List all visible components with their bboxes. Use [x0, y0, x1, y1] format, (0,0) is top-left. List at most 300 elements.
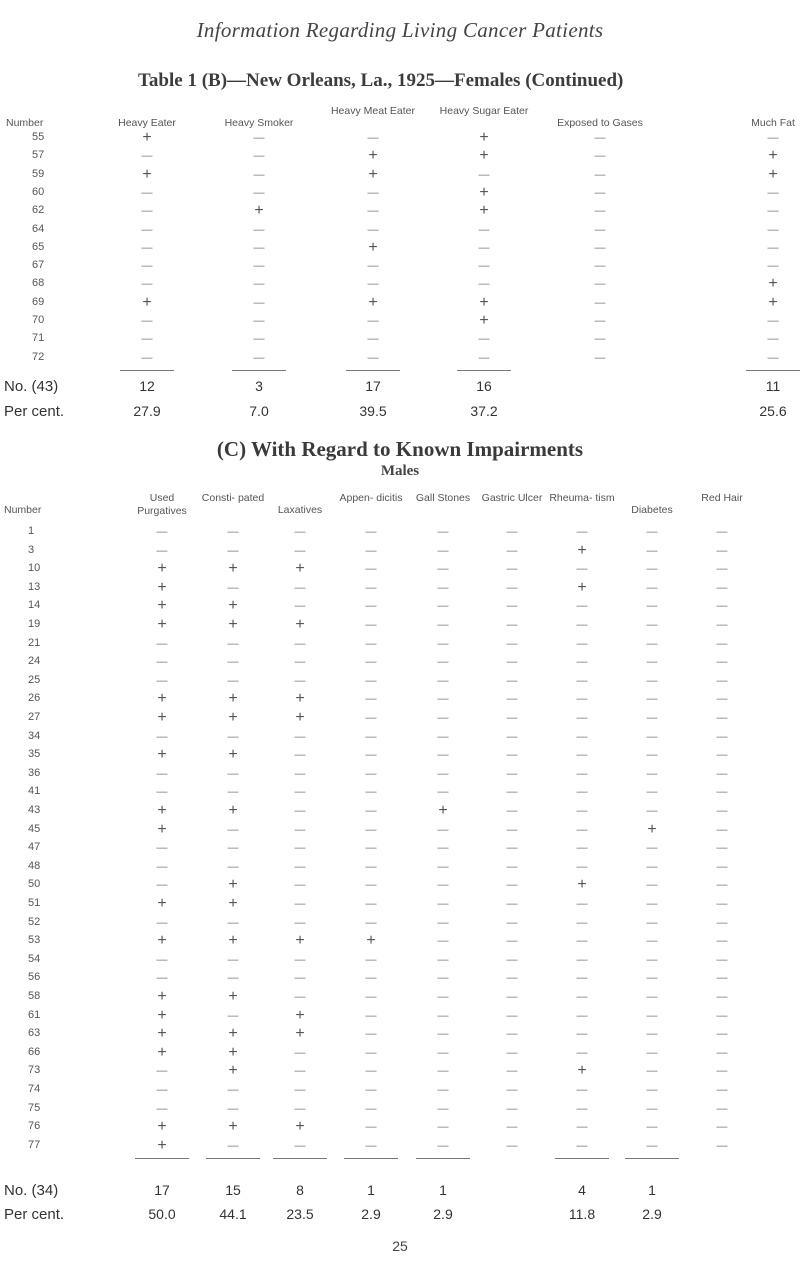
dash-mark: — [716, 972, 728, 985]
dash-mark: — [478, 168, 490, 181]
row-number: 14 [28, 599, 41, 612]
dash-mark: — [367, 205, 379, 218]
dash-mark: — [716, 526, 728, 538]
dash-mark: — [576, 823, 588, 836]
dash-mark: — [594, 205, 606, 218]
dash-mark: — [506, 935, 518, 948]
dash-mark: — [576, 656, 588, 669]
dash-mark: — [506, 860, 518, 873]
dash-mark: — [156, 730, 168, 743]
dash-mark: — [437, 619, 449, 631]
plus-mark: + [295, 932, 305, 950]
row-number: 13 [28, 580, 41, 593]
dash-mark: — [227, 581, 239, 594]
dash-mark: — [365, 1065, 377, 1078]
percent-value: 50.0 [148, 1206, 176, 1222]
dash-mark: — [716, 1009, 728, 1022]
plus-mark: + [228, 560, 238, 578]
dash-mark: — [646, 935, 658, 948]
dash-mark: — [506, 823, 518, 836]
dash-mark: — [156, 1102, 168, 1115]
row-number: 43 [28, 804, 41, 816]
total-rule [416, 1158, 470, 1159]
plus-mark: + [157, 578, 167, 596]
dash-mark: — [506, 1139, 518, 1152]
row-number: 36 [28, 766, 41, 779]
dash-mark: — [506, 693, 518, 706]
dash-mark: — [227, 526, 239, 538]
row-number: 1 [28, 525, 35, 537]
plus-mark: + [228, 746, 238, 764]
plus-mark: + [295, 616, 305, 633]
plus-mark: + [142, 165, 152, 183]
dash-mark: — [294, 544, 306, 557]
plus-mark: + [228, 1062, 238, 1080]
dash-mark: — [576, 786, 588, 799]
dash-mark: — [227, 786, 239, 799]
dash-mark: — [576, 1121, 588, 1134]
row-number: 67 [32, 259, 45, 272]
total-rule [120, 370, 174, 371]
plus-mark: + [157, 1006, 167, 1024]
dash-mark: — [294, 916, 306, 929]
dash-mark: — [437, 972, 449, 985]
dash-mark: — [437, 1009, 449, 1022]
row-number: 3 [28, 543, 35, 556]
dash-mark: — [437, 1046, 449, 1059]
row-number: 10 [28, 562, 41, 575]
plus-mark: + [479, 202, 489, 220]
dash-mark: — [576, 1046, 588, 1059]
dash-mark: — [646, 860, 658, 873]
dash-mark: — [365, 619, 377, 631]
dash-mark: — [294, 1102, 306, 1115]
dash-mark: — [716, 860, 728, 873]
dash-mark: — [716, 1139, 728, 1152]
dash-mark: — [365, 581, 377, 594]
plus-mark: + [366, 932, 376, 950]
dash-mark: — [646, 1102, 658, 1115]
dash-mark: — [227, 823, 239, 836]
count-label: No. (34) [4, 1182, 59, 1199]
row-number: 47 [28, 841, 41, 854]
dash-mark: — [365, 879, 377, 892]
dash-mark: — [365, 1102, 377, 1115]
column-header: Consti- pated [201, 492, 265, 504]
dash-mark: — [437, 842, 449, 855]
count-label: No. (43) [4, 378, 59, 395]
dash-mark: — [437, 823, 449, 836]
dash-mark: — [253, 241, 265, 254]
row-number: 53 [28, 934, 41, 947]
count-value: 15 [225, 1182, 241, 1198]
dash-mark: — [294, 637, 306, 650]
dash-mark: — [156, 656, 168, 669]
column-header: Gastric Ulcer [481, 492, 543, 504]
plus-mark: + [157, 932, 167, 950]
dash-mark: — [506, 581, 518, 594]
row-number: 48 [28, 859, 41, 872]
column-header: Heavy Sugar Eater [439, 105, 529, 117]
dash-mark: — [437, 898, 449, 910]
dash-mark: — [294, 805, 306, 817]
dash-mark: — [646, 526, 658, 538]
dash-mark: — [506, 1009, 518, 1022]
dash-mark: — [646, 656, 658, 669]
dash-mark: — [156, 1084, 168, 1096]
dash-mark: — [506, 730, 518, 743]
dash-mark: — [365, 563, 377, 576]
plus-mark: + [157, 1025, 167, 1043]
dash-mark: — [367, 333, 379, 346]
dash-mark: — [646, 544, 658, 557]
dash-mark: — [646, 637, 658, 650]
dash-mark: — [594, 241, 606, 254]
dash-mark: — [716, 581, 728, 594]
dash-mark: — [506, 637, 518, 650]
dash-mark: — [716, 805, 728, 817]
dash-mark: — [767, 205, 779, 218]
dash-mark: — [227, 1139, 239, 1152]
row-number: 58 [28, 990, 41, 1002]
dash-mark: — [367, 186, 379, 199]
plus-mark: + [295, 1006, 305, 1024]
plus-mark: + [577, 541, 587, 559]
dash-mark: — [227, 1102, 239, 1115]
plus-mark: + [157, 988, 167, 1005]
percent-value: 2.9 [433, 1206, 453, 1222]
dash-mark: — [365, 860, 377, 873]
plus-mark: + [438, 802, 448, 819]
dash-mark: — [646, 1028, 658, 1041]
dash-mark: — [437, 544, 449, 557]
column-header: Used Purgatives [137, 492, 187, 517]
plus-mark: + [228, 616, 238, 633]
row-number: 27 [28, 711, 41, 723]
dash-mark: — [506, 916, 518, 929]
percent-value: 44.1 [219, 1206, 247, 1222]
dash-mark: — [294, 786, 306, 799]
dash-mark: — [365, 749, 377, 762]
dash-mark: — [365, 898, 377, 910]
dash-mark: — [437, 637, 449, 650]
dash-mark: — [294, 1084, 306, 1096]
dash-mark: — [294, 600, 306, 613]
dash-mark: — [646, 991, 658, 1003]
dash-mark: — [646, 1084, 658, 1096]
row-number: 68 [32, 277, 45, 290]
dash-mark: — [437, 1121, 449, 1134]
dash-mark: — [506, 991, 518, 1003]
dash-mark: — [646, 1065, 658, 1078]
dash-mark: — [646, 1046, 658, 1059]
dash-mark: — [365, 972, 377, 985]
row-number: 59 [32, 167, 45, 180]
plus-mark: + [228, 709, 238, 726]
plus-mark: + [228, 597, 238, 615]
dash-mark: — [478, 223, 490, 236]
dash-mark: — [367, 223, 379, 236]
dash-mark: — [594, 223, 606, 236]
dash-mark: — [141, 186, 153, 199]
dash-mark: — [294, 842, 306, 855]
dash-mark: — [576, 1028, 588, 1041]
dash-mark: — [367, 260, 379, 273]
dash-mark: — [294, 823, 306, 836]
dash-mark: — [716, 953, 728, 966]
dash-mark: — [646, 916, 658, 929]
dash-mark: — [294, 730, 306, 743]
dash-mark: — [365, 600, 377, 613]
percent-value: 2.9 [361, 1206, 381, 1222]
dash-mark: — [594, 260, 606, 273]
dash-mark: — [365, 693, 377, 706]
dash-mark: — [716, 1121, 728, 1134]
row-number: 26 [28, 692, 41, 705]
dash-mark: — [646, 712, 658, 724]
dash-mark: — [294, 1046, 306, 1059]
total-rule [232, 370, 286, 371]
plus-mark: + [368, 238, 378, 256]
plus-mark: + [768, 293, 778, 311]
dash-mark: — [646, 693, 658, 706]
plus-mark: + [142, 293, 152, 311]
dash-mark: — [437, 563, 449, 576]
dash-mark: — [437, 581, 449, 594]
row-number: 45 [28, 822, 41, 835]
row-number: 71 [32, 332, 45, 345]
dash-mark: — [646, 600, 658, 613]
dash-mark: — [365, 730, 377, 743]
dash-mark: — [594, 278, 606, 291]
dash-mark: — [716, 544, 728, 557]
count-value: 1 [367, 1182, 375, 1198]
row-number: 56 [28, 971, 41, 984]
dash-mark: — [227, 972, 239, 985]
dash-mark: — [506, 563, 518, 576]
dash-mark: — [253, 278, 265, 291]
dash-mark: — [437, 1028, 449, 1041]
dash-mark: — [576, 563, 588, 576]
dash-mark: — [253, 296, 265, 309]
dash-mark: — [716, 656, 728, 669]
count-value: 3 [255, 378, 263, 394]
column-header: Number [4, 504, 42, 516]
dash-mark: — [365, 1046, 377, 1059]
column-header: Appen- dicitis [339, 492, 403, 504]
dash-mark: — [156, 879, 168, 892]
dash-mark: — [716, 1065, 728, 1078]
dash-mark: — [294, 860, 306, 873]
dash-mark: — [227, 916, 239, 929]
dash-mark: — [294, 581, 306, 594]
dash-mark: — [646, 786, 658, 799]
dash-mark: — [478, 260, 490, 273]
dash-mark: — [294, 767, 306, 780]
dash-mark: — [156, 786, 168, 799]
dash-mark: — [141, 333, 153, 346]
dash-mark: — [594, 132, 606, 144]
dash-mark: — [576, 619, 588, 631]
dash-mark: — [437, 1065, 449, 1078]
dash-mark: — [506, 898, 518, 910]
row-number: 64 [32, 222, 45, 235]
dash-mark: — [367, 132, 379, 144]
dash-mark: — [365, 916, 377, 929]
row-number: 63 [28, 1027, 41, 1040]
count-value: 17 [365, 378, 381, 394]
dash-mark: — [253, 186, 265, 199]
dash-mark: — [767, 186, 779, 199]
dash-mark: — [437, 879, 449, 892]
plus-mark: + [295, 709, 305, 726]
dash-mark: — [141, 150, 153, 163]
row-number: 41 [28, 785, 41, 798]
table-c-subtitle: Males [380, 463, 420, 479]
column-header: Heavy Meat Eater [330, 105, 416, 117]
dash-mark: — [716, 1084, 728, 1096]
row-number: 73 [28, 1064, 41, 1077]
dash-mark: — [506, 600, 518, 613]
dash-mark: — [576, 805, 588, 817]
dash-mark: — [716, 619, 728, 631]
dash-mark: — [506, 1046, 518, 1059]
percent-value: 39.5 [359, 403, 387, 419]
dash-mark: — [141, 205, 153, 218]
dash-mark: — [365, 823, 377, 836]
row-number: 34 [28, 729, 41, 742]
dash-mark: — [716, 898, 728, 910]
dash-mark: — [294, 898, 306, 910]
dash-mark: — [594, 150, 606, 163]
plus-mark: + [295, 690, 305, 708]
plus-mark: + [228, 690, 238, 708]
row-number: 35 [28, 748, 41, 761]
plus-mark: + [295, 560, 305, 578]
plus-mark: + [228, 988, 238, 1005]
dash-mark: — [767, 351, 779, 364]
plus-mark: + [768, 165, 778, 183]
plus-mark: + [368, 165, 378, 183]
dash-mark: — [253, 132, 265, 144]
dash-mark: — [506, 674, 518, 687]
dash-mark: — [437, 600, 449, 613]
plus-mark: + [228, 802, 238, 819]
dash-mark: — [253, 150, 265, 163]
dash-mark: — [365, 1139, 377, 1152]
dash-mark: — [646, 563, 658, 576]
dash-mark: — [156, 953, 168, 966]
total-rule [206, 1158, 260, 1159]
row-number: 61 [28, 1008, 41, 1021]
total-rule [746, 370, 800, 371]
dash-mark: — [365, 674, 377, 687]
dash-mark: — [646, 972, 658, 985]
total-rule [625, 1158, 679, 1159]
table-b-title: Table 1 (B)—New Orleans, La., 1925—Females (Continued) [138, 70, 624, 91]
dash-mark: — [227, 730, 239, 743]
plus-mark: + [295, 1025, 305, 1043]
dash-mark: — [716, 730, 728, 743]
row-number: 21 [28, 636, 41, 649]
dash-mark: — [506, 1102, 518, 1115]
dash-mark: — [365, 656, 377, 669]
dash-mark: — [365, 842, 377, 855]
dash-mark: — [506, 749, 518, 762]
dash-mark: — [156, 972, 168, 985]
dash-mark: — [506, 1084, 518, 1096]
dash-mark: — [767, 132, 779, 144]
dash-mark: — [716, 991, 728, 1003]
dash-mark: — [506, 805, 518, 817]
plus-mark: + [368, 147, 378, 165]
plus-mark: + [228, 876, 238, 894]
dash-mark: — [156, 674, 168, 687]
plus-mark: + [157, 802, 167, 819]
dash-mark: — [576, 674, 588, 687]
dash-mark: — [576, 1102, 588, 1115]
percent-label: Per cent. [4, 1206, 65, 1223]
total-rule [457, 370, 511, 371]
dash-mark: — [156, 916, 168, 929]
row-number: 65 [32, 240, 45, 253]
row-number: 76 [28, 1120, 41, 1133]
plus-mark: + [368, 293, 378, 311]
dash-mark: — [767, 241, 779, 254]
plus-mark: + [479, 183, 489, 201]
dash-mark: — [478, 351, 490, 364]
dash-mark: — [646, 898, 658, 910]
dash-mark: — [227, 842, 239, 855]
dash-mark: — [437, 693, 449, 706]
plus-mark: + [228, 1043, 238, 1061]
dash-mark: — [576, 935, 588, 948]
dash-mark: — [594, 315, 606, 327]
dash-mark: — [437, 1102, 449, 1115]
row-number: 62 [32, 204, 45, 217]
dash-mark: — [156, 842, 168, 855]
dash-mark: — [365, 767, 377, 780]
dash-mark: — [576, 860, 588, 873]
row-number: 24 [28, 655, 41, 668]
total-rule [135, 1158, 189, 1159]
dash-mark: — [437, 1084, 449, 1096]
dash-mark: — [437, 730, 449, 743]
dash-mark: — [576, 526, 588, 538]
dash-mark: — [646, 805, 658, 817]
column-header: Rheuma- tism [549, 492, 615, 504]
plus-mark: + [295, 1118, 305, 1136]
dash-mark: — [367, 278, 379, 291]
percent-label: Per cent. [4, 403, 65, 420]
plus-mark: + [228, 932, 238, 950]
dash-mark: — [576, 730, 588, 743]
dash-mark: — [646, 842, 658, 855]
count-value: 11 [765, 378, 781, 394]
dash-mark: — [594, 186, 606, 199]
plus-mark: + [157, 616, 167, 633]
dash-mark: — [365, 637, 377, 650]
dash-mark: — [141, 278, 153, 291]
dash-mark: — [506, 953, 518, 966]
dash-mark: — [646, 1139, 658, 1152]
dash-mark: — [576, 693, 588, 706]
dash-mark: — [437, 860, 449, 873]
row-number: 52 [28, 915, 41, 928]
dash-mark: — [767, 333, 779, 346]
dash-mark: — [576, 637, 588, 650]
dash-mark: — [576, 712, 588, 724]
